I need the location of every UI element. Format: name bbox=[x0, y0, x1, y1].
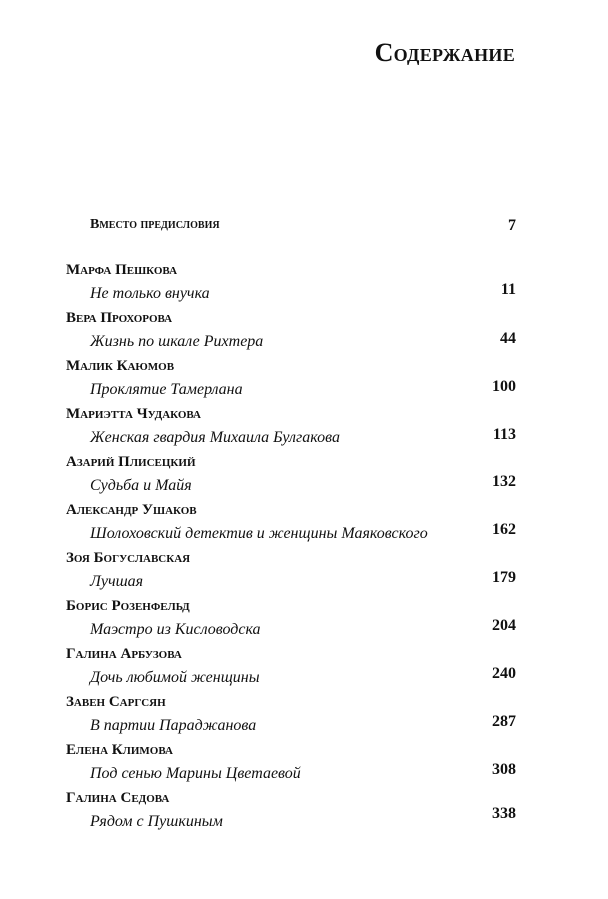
toc-entry bbox=[66, 310, 516, 360]
entry-title: Дочь любимой женщины bbox=[90, 669, 260, 686]
toc-entry bbox=[66, 262, 516, 312]
entry-page-number: 240 bbox=[492, 665, 516, 682]
toc-entry bbox=[66, 598, 516, 648]
entry-author: Борис Розенфельд bbox=[66, 598, 190, 614]
entry-page-number: 308 bbox=[492, 761, 516, 778]
entry-title: Судьба и Майя bbox=[90, 477, 192, 494]
entry-title: Лучшая bbox=[90, 573, 144, 590]
toc-entry bbox=[66, 358, 516, 408]
entry-page-number: 287 bbox=[492, 713, 516, 730]
entry-title: Женская гвардия Михаила Булгакова bbox=[90, 429, 340, 446]
entry-title: В партии Параджанова bbox=[90, 717, 257, 734]
entry-page-number: 204 bbox=[492, 617, 516, 634]
entry-author: Галина Седова bbox=[66, 790, 170, 806]
preface-page-number: 7 bbox=[508, 217, 516, 234]
toc-entry bbox=[66, 550, 516, 600]
entry-title: Маэстро из Кисловодска bbox=[90, 621, 261, 638]
entry-author: Азарий Плисецкий bbox=[66, 454, 196, 470]
entry-author: Зоя Богуславская bbox=[66, 550, 191, 566]
entry-page-number: 179 bbox=[492, 569, 516, 586]
entry-author: Галина Арбузова bbox=[66, 646, 182, 662]
entry-author: Малик Каюмов bbox=[66, 358, 175, 374]
entry-page-number: 44 bbox=[500, 330, 516, 347]
entry-author: Завен Саргсян bbox=[66, 694, 166, 710]
page-title: Содержание bbox=[374, 38, 515, 67]
toc-entry bbox=[66, 454, 516, 504]
entry-page-number: 100 bbox=[492, 378, 516, 395]
toc-entry bbox=[66, 742, 516, 792]
entry-author: Елена Климова bbox=[66, 742, 173, 758]
entry-page-number: 338 bbox=[492, 805, 516, 822]
entry-author: Мариэтта Чудакова bbox=[66, 406, 201, 422]
entry-title: Жизнь по шкале Рихтера bbox=[90, 333, 264, 350]
entry-page-number: 132 bbox=[492, 473, 516, 490]
entry-title: Рядом с Пушкиным bbox=[90, 813, 223, 830]
toc-entry bbox=[66, 502, 516, 552]
entry-title: Не только внучка bbox=[90, 285, 210, 302]
entry-title: Под сенью Марины Цветаевой bbox=[90, 765, 301, 782]
toc-entry bbox=[66, 646, 516, 696]
entry-author: Марфа Пешкова bbox=[66, 262, 178, 278]
entry-author: Александр Ушаков bbox=[66, 502, 197, 518]
entry-page-number: 11 bbox=[500, 281, 516, 298]
entry-page-number: 113 bbox=[492, 426, 516, 443]
toc-entry bbox=[66, 406, 516, 456]
entry-page-number: 162 bbox=[492, 521, 516, 538]
entry-author: Вера Прохорова bbox=[66, 310, 173, 326]
preface-title: Вместо предисловия bbox=[90, 217, 220, 232]
entry-title: Проклятие Тамерлана bbox=[90, 381, 243, 398]
toc-entry bbox=[66, 790, 516, 840]
toc-entry bbox=[66, 694, 516, 744]
entry-title: Шолоховский детектив и женщины Маяковского bbox=[90, 525, 428, 542]
